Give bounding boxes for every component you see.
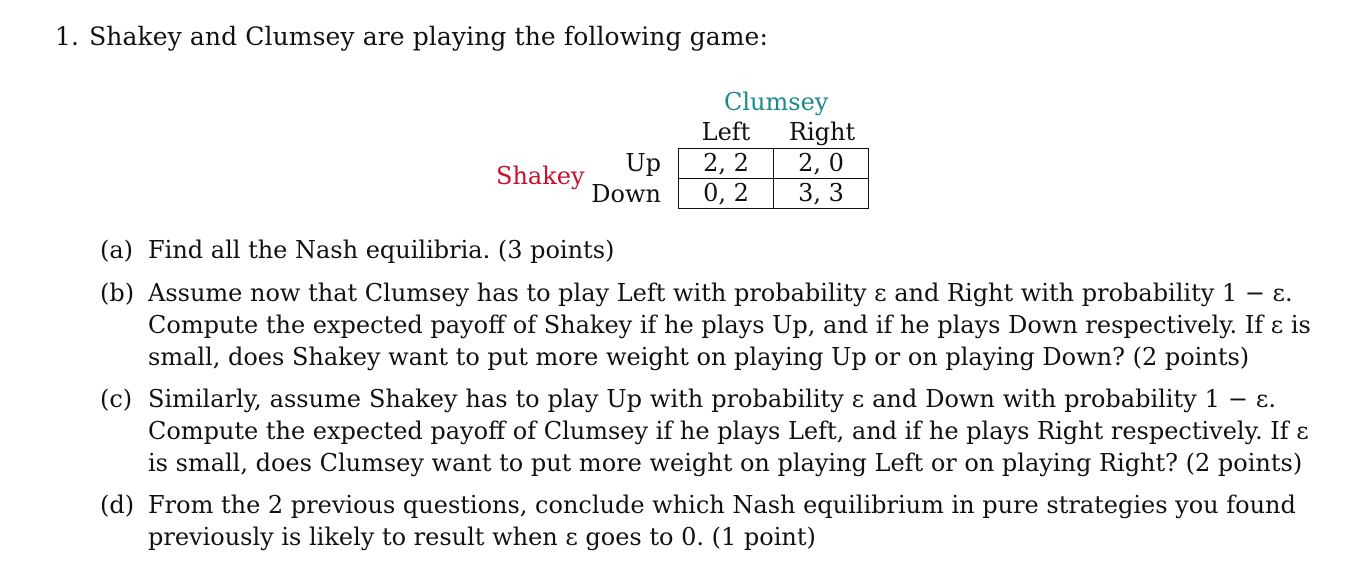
payoff-cell-up-right: 2, 0 — [774, 149, 869, 179]
question-a-body — [148, 234, 1276, 266]
payoff-cell-up-left: 2, 2 — [679, 149, 774, 179]
problem-heading — [55, 22, 768, 51]
question-b-line: Compute the expected payoff of Shakey if he plays Up, and if he plays Down respectively. If ε is — [148, 311, 1311, 339]
matrix-row-down — [679, 179, 869, 209]
question-b-body — [148, 277, 1311, 373]
question-c-line: Similarly, assume Shakey has to play Up with probability ε and Down with probability 1 − ε. — [148, 385, 1276, 413]
question-a-line: Find all the Nash equilibria. (3 points) — [148, 236, 615, 264]
column-header-right: Right — [788, 118, 856, 146]
question-d-label: (d) — [100, 491, 135, 519]
question-d-body — [148, 489, 1296, 553]
payoff-matrix — [678, 148, 869, 209]
payoff-cell-down-right: 3, 3 — [774, 179, 869, 209]
matrix-row-up — [679, 149, 869, 179]
column-header-left: Left — [701, 118, 751, 146]
question-d-line: From the 2 previous questions, conclude which Nash equilibrium in pure strategies you found — [148, 491, 1296, 519]
question-c-line: Compute the expected payoff of Clumsey if he plays Left, and if he plays Right respectively. If ε — [148, 417, 1309, 445]
row-header-up: Up — [625, 149, 661, 177]
question-a-label: (a) — [100, 236, 134, 264]
question-c-body — [148, 383, 1309, 479]
payoff-cell-down-left: 0, 2 — [679, 179, 774, 209]
column-player-label: Clumsey — [724, 88, 829, 116]
problem-number: 1. — [55, 22, 80, 51]
question-d-line: previously is likely to result when ε goes to 0. (1 point) — [148, 523, 816, 551]
row-player-label: Shakey — [496, 162, 585, 190]
question-b-label: (b) — [100, 279, 135, 307]
question-b-line: Assume now that Clumsey has to play Left with probability ε and Right with probability 1 − ε. — [148, 279, 1293, 307]
problem-statement: Shakey and Clumsey are playing the following game: — [89, 22, 768, 51]
question-c-label: (c) — [100, 385, 133, 413]
question-c-line: is small, does Clumsey want to put more weight on playing Left or on playing Right? (2 points) — [148, 449, 1303, 477]
row-header-down: Down — [591, 180, 661, 208]
question-b-line: small, does Shakey want to put more weight on playing Up or on playing Down? (2 points) — [148, 343, 1250, 371]
